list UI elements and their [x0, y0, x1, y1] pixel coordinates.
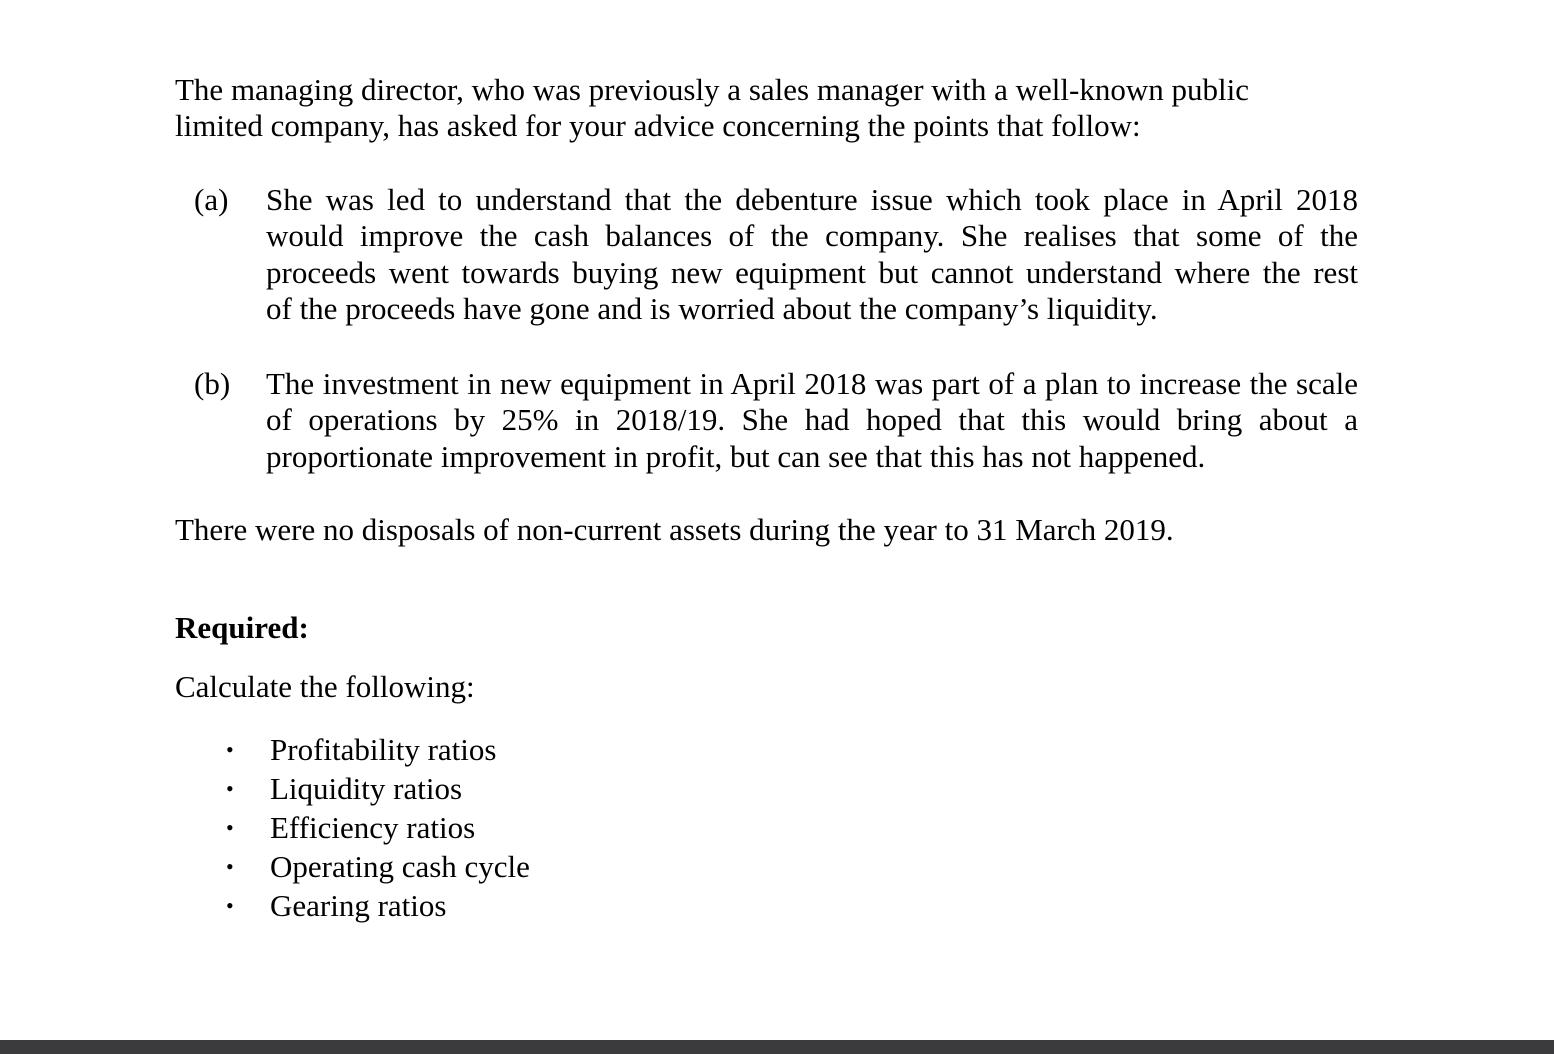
list-item: Efficiency ratios — [270, 810, 476, 845]
bullet-icon: • — [226, 776, 234, 801]
list-item: Operating cash cycle — [270, 849, 530, 884]
item-b-line-3: proportionate improvement in profit, but can see that this has not happened. — [266, 439, 1206, 474]
list-item: Profitability ratios — [270, 732, 497, 767]
list-item: Liquidity ratios — [270, 771, 463, 806]
required-heading: Required: — [175, 610, 309, 645]
item-a-line-4: of the proceeds have gone and is worried about the company’s liquidity. — [266, 291, 1158, 326]
intro-line-1: The managing director, who was previously a sales manager with a well-known public — [175, 72, 1249, 107]
calculate-intro: Calculate the following: — [175, 669, 475, 704]
item-a-label: (a) — [194, 182, 229, 217]
list-item: Gearing ratios — [270, 888, 447, 923]
item-b-line-1: The investment in new equipment in April 2018 was part of a plan to increase the scale — [266, 366, 1358, 401]
bullet-icon: • — [226, 893, 234, 918]
item-b-label: (b) — [194, 366, 231, 401]
bullet-icon: • — [226, 815, 234, 840]
item-b-line-2: of operations by 25% in 2018/19. She had hoped that this would bring about a — [266, 402, 1358, 437]
disposals-note: There were no disposals of non-current assets during the year to 31 March 2019. — [175, 512, 1174, 547]
bullet-icon: • — [226, 854, 234, 879]
bullet-icon: • — [226, 737, 234, 762]
item-a-line-3: proceeds went towards buying new equipment but cannot understand where the rest — [266, 255, 1358, 290]
item-a-line-2: would improve the cash balances of the company. She realises that some of the — [266, 218, 1358, 253]
intro-line-2: limited company, has asked for your advice concerning the points that follow: — [175, 108, 1141, 143]
bottom-toolbar-strip — [0, 1040, 1554, 1054]
item-a-line-1: She was led to understand that the debenture issue which took place in April 2018 — [266, 182, 1358, 217]
